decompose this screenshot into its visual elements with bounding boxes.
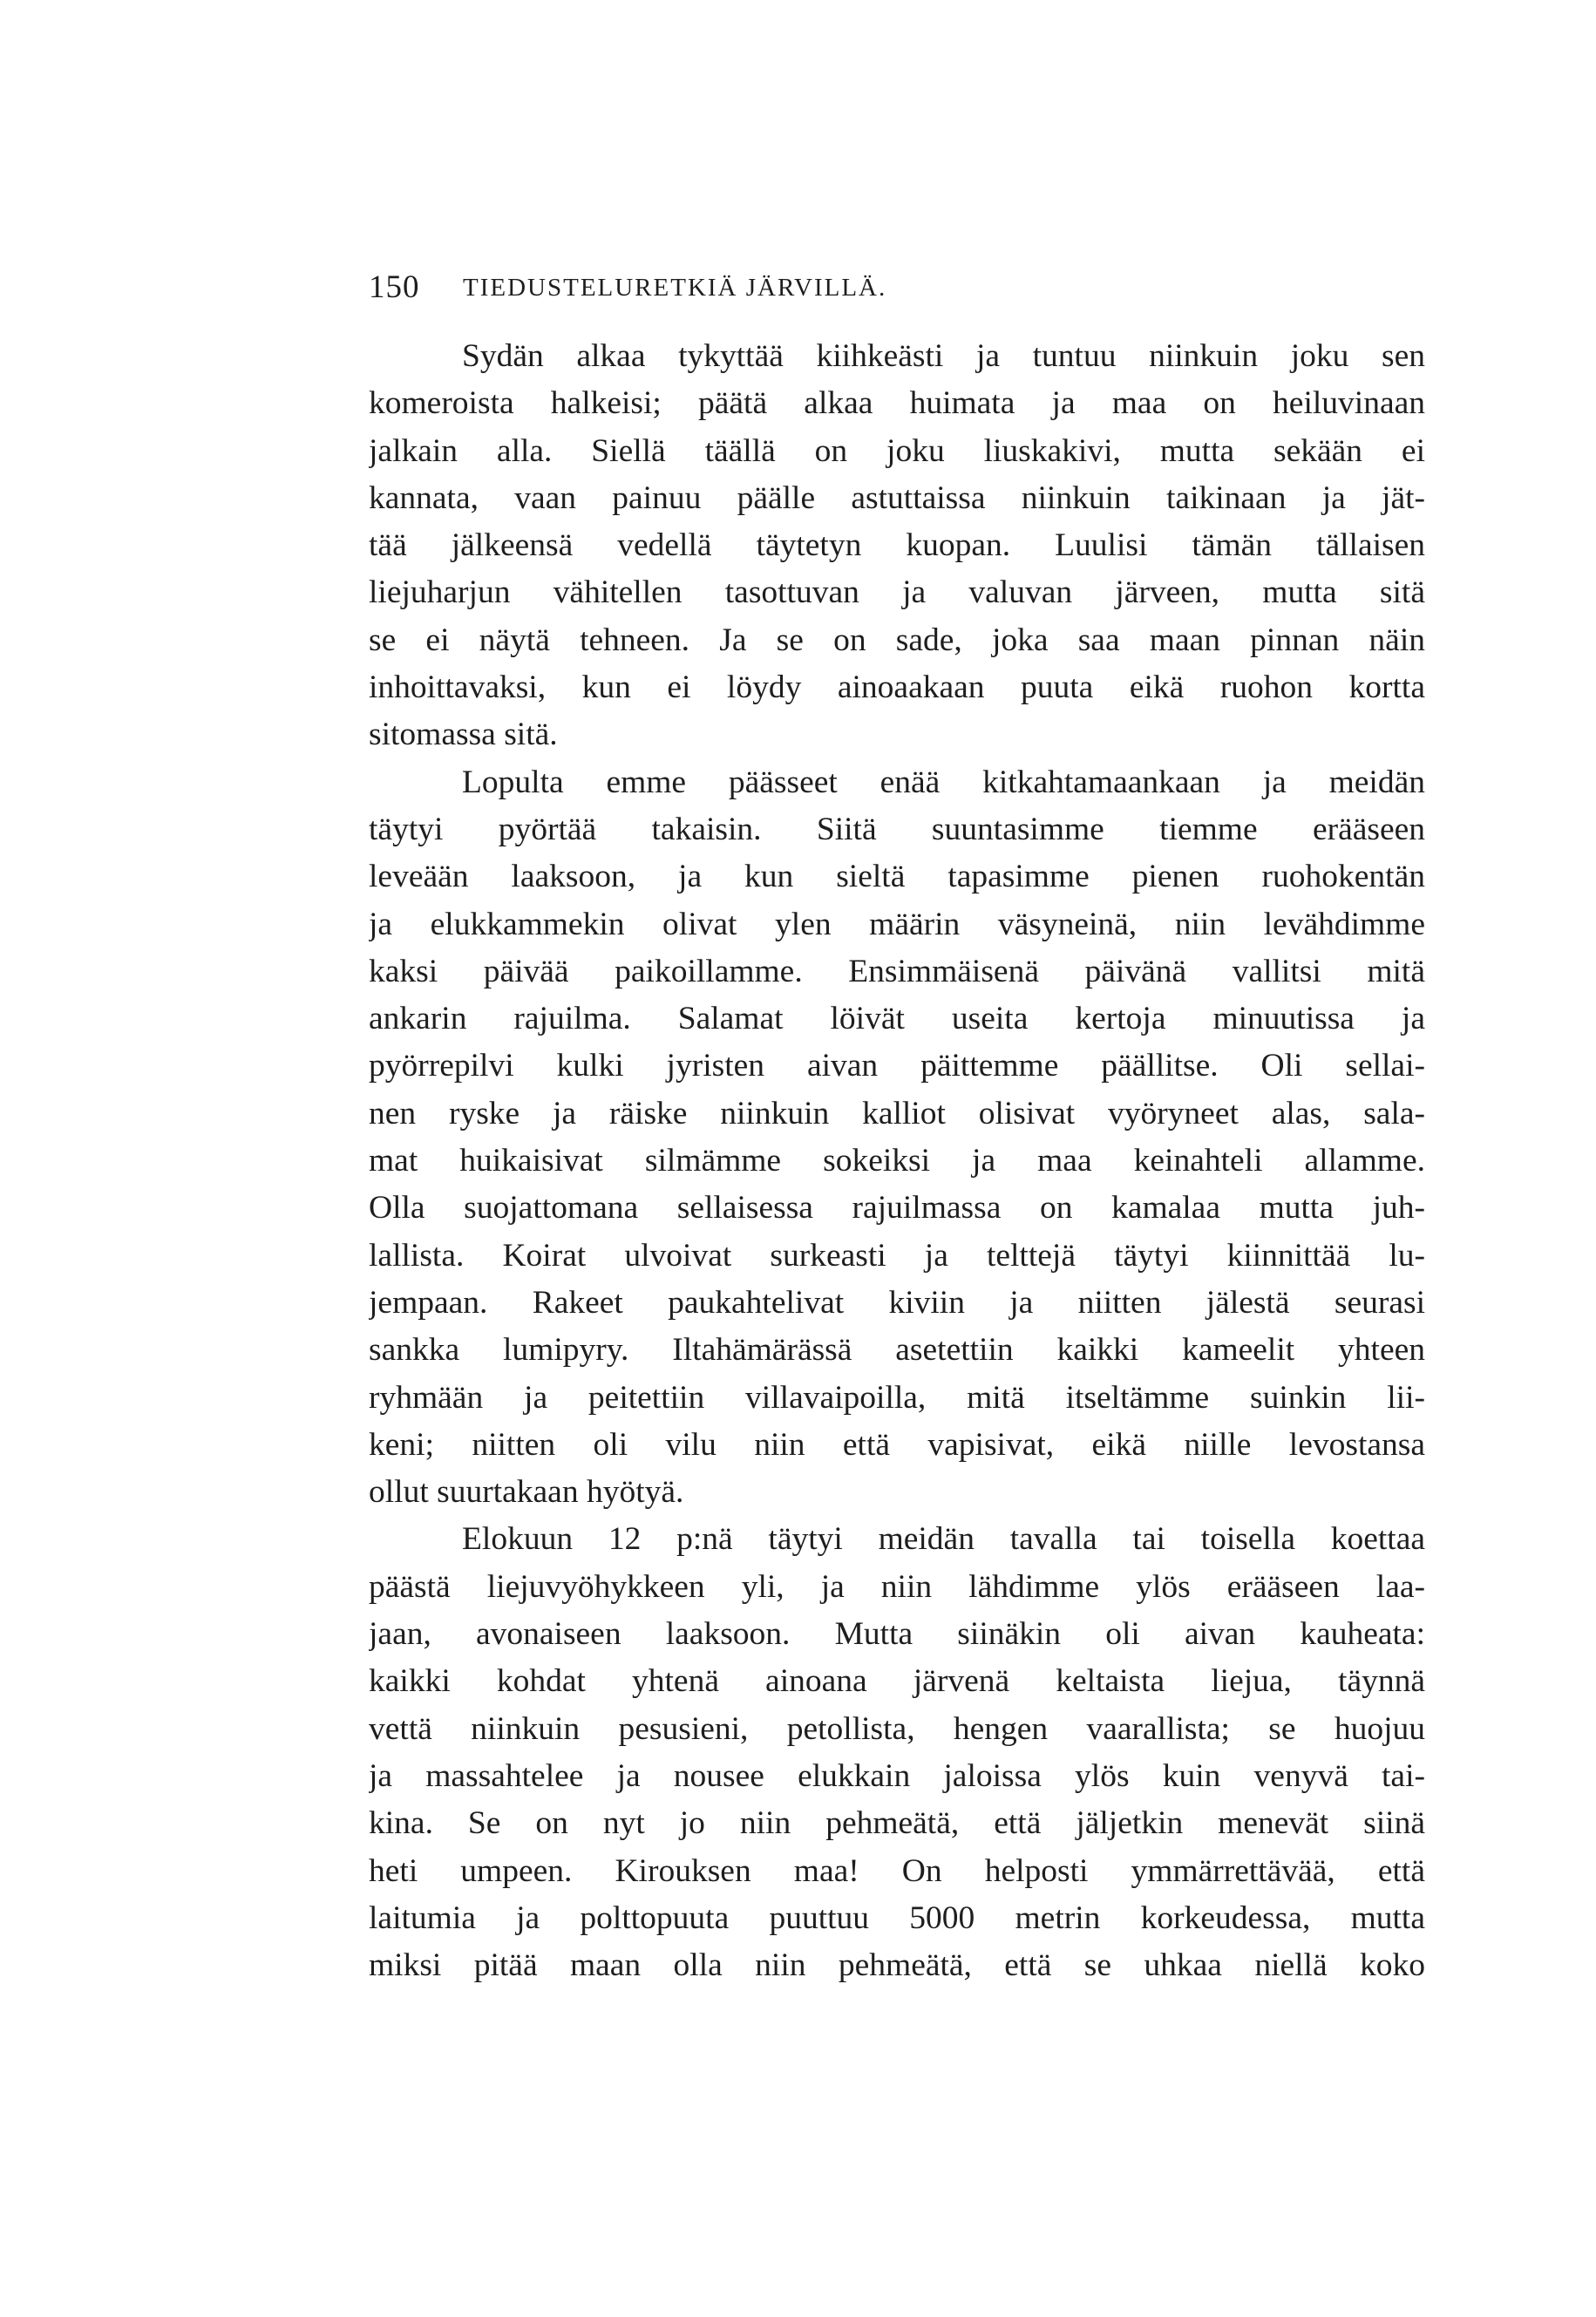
text-line: heti umpeen. Kirouksen maa! On helposti ymmärrettävää, että — [369, 1852, 1425, 1889]
text-line: komeroista halkeisi; päätä alkaa huimata ja maa on heiluvinaan — [369, 385, 1425, 422]
text-line: täytyi pyörtää takaisin. Siitä suuntasimme tiemme erääseen — [369, 811, 1425, 847]
text-line: Olla suojattomana sellaisessa rajuilmassa on kamalaa mutta juh- — [369, 1190, 1425, 1226]
text-line: kaksi päivää paikoillamme. Ensimmäisenä päivänä vallitsi mitä — [369, 953, 1425, 989]
paragraph — [369, 1516, 1425, 1989]
text-line: lallista. Koirat ulvoivat surkeasti ja telttejä täytyi kiinnittää lu- — [369, 1237, 1425, 1274]
page-number: 150 — [369, 269, 420, 305]
text-line: vettä niinkuin pesusieni, petollista, hengen vaarallista; se huojuu — [369, 1710, 1425, 1747]
text-line: sankka lumipyry. Iltahämärässä asetettiin kaikki kameelit yhteen — [369, 1332, 1425, 1369]
text-line: nen ryske ja räiske niinkuin kalliot olisivat vyöryneet alas, sala- — [369, 1095, 1425, 1131]
running-head-title: TIEDUSTELURETKIÄ JÄRVILLÄ. — [463, 274, 887, 302]
paragraph — [369, 333, 1425, 759]
text-line: liejuharjun vähitellen tasottuvan ja valuvan järveen, mutta sitä — [369, 574, 1425, 611]
text-line: Lopulta emme päässeet enää kitkahtamaankaan ja meidän — [462, 764, 1425, 800]
text-line: kina. Se on nyt jo niin pehmeätä, että jäljetkin menevät siinä — [369, 1805, 1425, 1842]
text-line: ankarin rajuilma. Salamat löivät useita kertoja minuutissa ja — [369, 1001, 1425, 1037]
text-line: inhoittavaksi, kun ei löydy ainoaakaan puuta eikä ruohon kortta — [369, 669, 1425, 706]
text-line: jaan, avonaiseen laaksoon. Mutta siinäkin oli aivan kauheata: — [369, 1616, 1425, 1653]
text-line: Elokuun 12 p:nä täytyi meidän tavalla tai toisella koettaa — [462, 1521, 1425, 1558]
text-line: laitumia ja polttopuuta puuttuu 5000 metrin korkeudessa, mutta — [369, 1899, 1425, 1936]
text-line: mat huikaisivat silmämme sokeiksi ja maa keinahteli allamme. — [369, 1143, 1425, 1179]
paragraph — [369, 759, 1425, 1517]
text-line: tää jälkeensä vedellä täytetyn kuopan. Luulisi tämän tällaisen — [369, 527, 1425, 564]
text-line: päästä liejuvyöhykkeen yli, ja niin lähdimme ylös erääseen laa- — [369, 1568, 1425, 1605]
text-line: jempaan. Rakeet paukahtelivat kiviin ja niitten jälestä seurasi — [369, 1284, 1425, 1321]
text-line: leveään laaksoon, ja kun sieltä tapasimme pienen ruohokentän — [369, 859, 1425, 895]
text-line: keni; niitten oli vilu niin että vapisivat, eikä niille levostansa — [369, 1426, 1425, 1463]
running-head — [369, 262, 1425, 314]
text-line: Sydän alkaa tykyttää kiihkeästi ja tuntuu niinkuin joku sen — [462, 338, 1425, 374]
text-line: pyörrepilvi kulki jyristen aivan päittemme päällitse. Oli sellai- — [369, 1048, 1425, 1084]
text-line: miksi pitää maan olla niin pehmeätä, että se uhkaa niellä koko — [369, 1947, 1425, 1984]
text-line: jalkain alla. Siellä täällä on joku liuskakivi, mutta sekään ei — [369, 432, 1425, 469]
text-line: ryhmään ja peitettiin villavaipoilla, mitä itseltämme suinkin lii- — [369, 1379, 1425, 1416]
text-line: ja massahtelee ja nousee elukkain jaloissa ylös kuin venyvä tai- — [369, 1757, 1425, 1794]
text-line: ja elukkammekin olivat ylen määrin väsyneinä, niin levähdimme — [369, 906, 1425, 942]
text-line: kannata, vaan painuu päälle astuttaissa niinkuin taikinaan ja jät- — [369, 479, 1425, 516]
text-line: kaikki kohdat yhtenä ainoana järvenä keltaista liejua, täynnä — [369, 1663, 1425, 1700]
text-line: ollut suurtakaan hyötyä. — [369, 1474, 684, 1511]
text-line: sitomassa sitä. — [369, 717, 558, 753]
body-text — [369, 333, 1425, 1989]
text-line: se ei näytä tehneen. Ja se on sade, joka saa maan pinnan näin — [369, 622, 1425, 658]
